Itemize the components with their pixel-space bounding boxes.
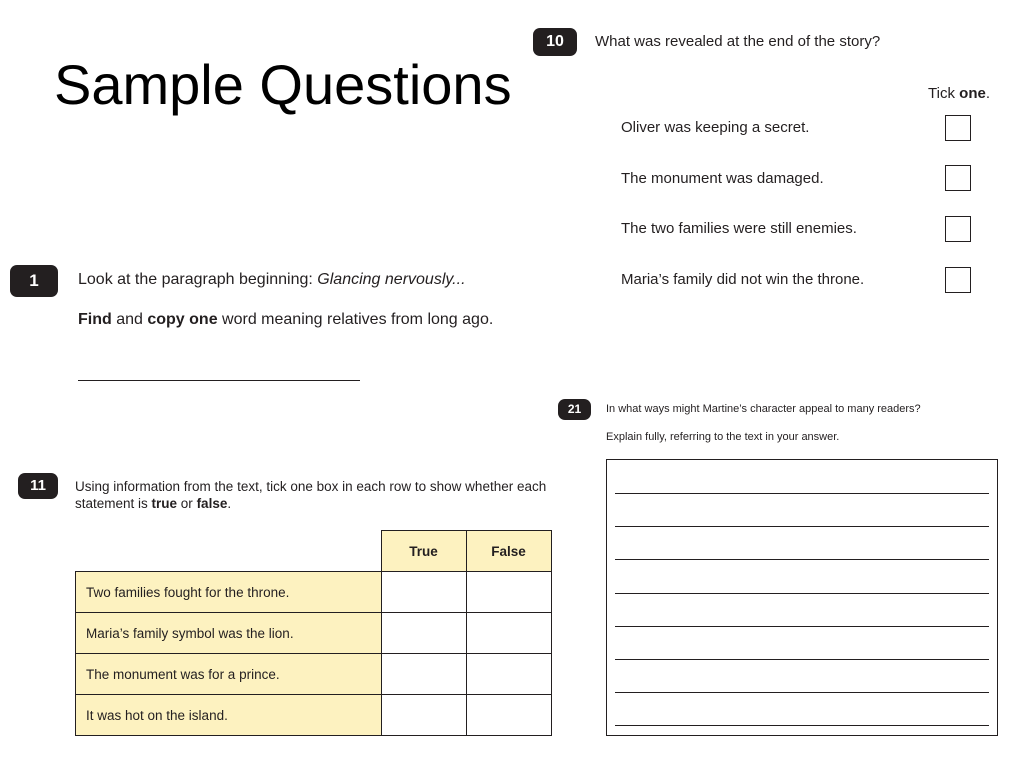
answer-line — [615, 493, 989, 494]
column-header-true: True — [381, 531, 466, 572]
false-tick-cell[interactable] — [466, 695, 551, 736]
false-tick-cell[interactable] — [466, 572, 551, 613]
q11-true: true — [151, 496, 178, 511]
table-row — [76, 654, 552, 695]
tick-box[interactable] — [945, 216, 971, 242]
statement-cell: Two families fought for the throne. — [76, 572, 382, 613]
tick-box[interactable] — [945, 165, 971, 191]
question-21-instruction: Explain fully, referring to the text in your answer. — [606, 431, 840, 443]
page-title: Sample Questions — [54, 53, 512, 116]
option-label: The two families were still enemies. — [621, 220, 857, 237]
question-number-11: 11 — [18, 473, 58, 499]
tick-one-hint — [880, 85, 990, 102]
q11-or: or — [177, 496, 197, 511]
question-1-prefix: Look at the paragraph beginning: — [78, 271, 318, 288]
q11-prefix: Using information from the text, tick one box in each row to show whether each statement is — [75, 479, 547, 511]
q11-false: false — [196, 496, 228, 511]
answer-line[interactable] — [78, 380, 360, 381]
question-1-italic: Glancing nervously... — [317, 271, 466, 288]
table-corner — [76, 531, 382, 572]
statement-cell: Maria’s family symbol was the lion. — [76, 613, 382, 654]
option-label: The monument was damaged. — [621, 170, 824, 187]
question-10-text: What was revealed at the end of the story? — [595, 33, 881, 50]
question-21-text: In what ways might Martine’s character appeal to many readers? — [606, 403, 921, 415]
question-number-10: 10 — [533, 28, 577, 56]
answer-line — [615, 593, 989, 594]
inst-copy-one: copy one — [147, 311, 218, 328]
true-tick-cell[interactable] — [381, 572, 466, 613]
q11-end: . — [227, 496, 232, 511]
answer-line — [615, 626, 989, 627]
tick-hint-suffix: . — [985, 85, 990, 102]
question-number-1: 1 — [10, 265, 58, 297]
true-tick-cell[interactable] — [381, 613, 466, 654]
table-row — [76, 572, 552, 613]
column-header-false: False — [466, 531, 551, 572]
option-label: Oliver was keeping a secret. — [621, 119, 810, 136]
true-false-table — [75, 530, 552, 736]
question-number-21: 21 — [558, 399, 591, 420]
option-label: Maria’s family did not win the throne. — [621, 271, 865, 288]
inst-find: Find — [78, 311, 112, 328]
answer-line — [615, 725, 989, 726]
statement-cell: It was hot on the island. — [76, 695, 382, 736]
table-row — [76, 695, 552, 736]
true-tick-cell[interactable] — [381, 654, 466, 695]
answer-box[interactable] — [606, 459, 998, 736]
inst-rest: word meaning relatives from long ago. — [217, 311, 494, 328]
answer-line — [615, 526, 989, 527]
true-tick-cell[interactable] — [381, 695, 466, 736]
false-tick-cell[interactable] — [466, 613, 551, 654]
statement-cell: The monument was for a prince. — [76, 654, 382, 695]
question-1-instruction — [78, 311, 493, 329]
tick-hint-prefix: Tick — [928, 85, 960, 102]
answer-line — [615, 659, 989, 660]
question-1-text — [78, 271, 466, 289]
question-11-text — [75, 478, 565, 512]
tick-box[interactable] — [945, 267, 971, 293]
tick-box[interactable] — [945, 115, 971, 141]
inst-and: and — [111, 311, 148, 328]
tick-hint-bold: one — [959, 85, 986, 102]
answer-line — [615, 692, 989, 693]
answer-line — [615, 559, 989, 560]
table-row — [76, 613, 552, 654]
false-tick-cell[interactable] — [466, 654, 551, 695]
